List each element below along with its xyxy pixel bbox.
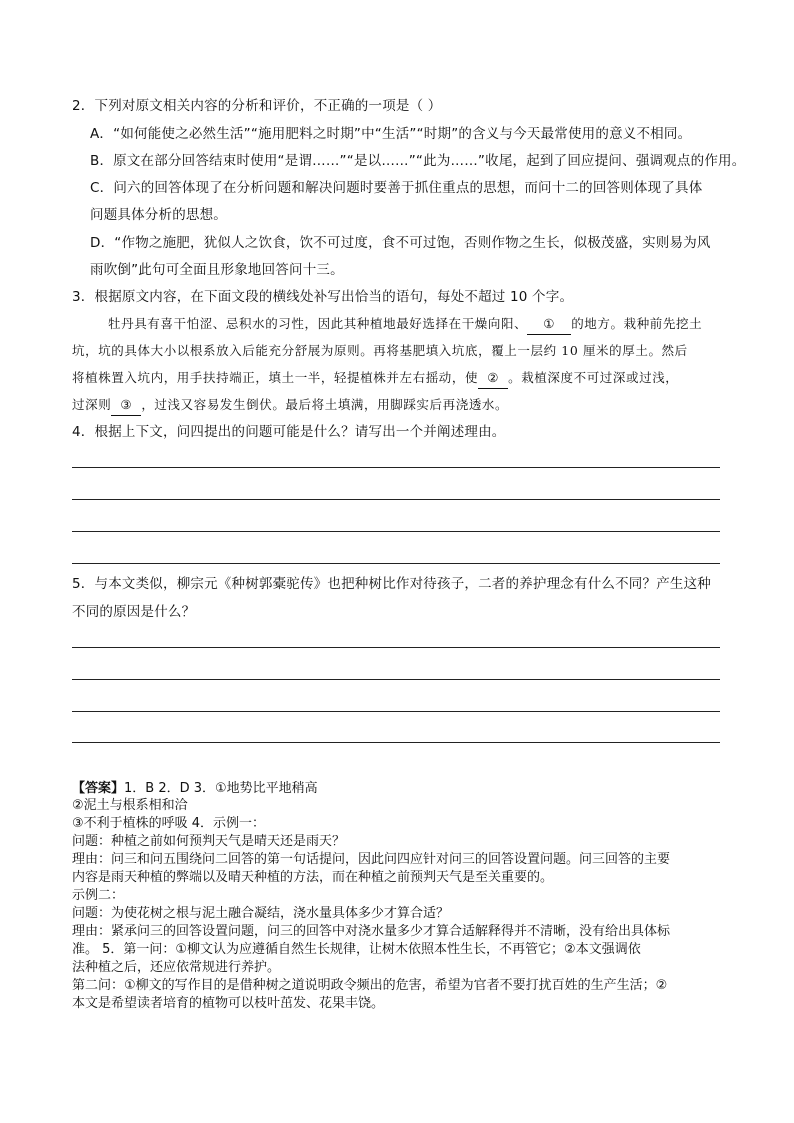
q3-blank-2: ② (478, 368, 508, 389)
q2-option-b: B．原文在部分回答结束时使用“是谓……”“是以……”“此为……”收尾，起到了回应提问、强调观点的作用。 (90, 153, 746, 169)
answer-line-7: 示例二： (72, 888, 125, 903)
q3-passage-line-3 (72, 368, 678, 389)
answer-line-1 (72, 781, 318, 797)
answer-line[interactable] (72, 563, 720, 564)
answer-line-12: 第二问：①柳文的写作目的是借种树之道说明政令频出的危害，希望为官者不要打扰百姓的生产生活；② (72, 978, 668, 993)
q3-passage-text: 牡丹具有喜干怕涩、忌积水的习性，因此其种植地最好选择在干燥向阳、 (108, 316, 528, 331)
answer-line-10: 准。 5．第一问：①柳文认为应遵循自然生长规律，让树木依照本性生长，不再管它；②本文强调依 (72, 942, 641, 957)
answer-line-9: 理由：紧承问三的回答设置问题，问三的回答中对浇水量多少才算合适解释得并不清晰，没有给出具体标 (72, 924, 671, 939)
q5-stem-cont: 不同的原因是什么？ (72, 604, 196, 620)
q3-passage-text: 的地方。栽种前先挖土 (571, 316, 703, 331)
answer-line-8: 问题：为使花树之根与泥土融合凝结，浇水量具体多少才算合适？ (72, 906, 450, 921)
answer-line-2: ②泥土与根系相和洽 (72, 798, 188, 813)
answer-text: 1．B 2．D 3．①地势比平地稍高 (124, 781, 318, 796)
q3-blank-1: ① (527, 314, 571, 335)
q4-stem: 4．根据上下文，问四提出的问题可能是什么？请写出一个并阐述理由。 (72, 424, 506, 440)
answer-line[interactable] (72, 467, 720, 468)
q3-passage-text: ，过浅又容易发生倒伏。最后将土填满，用脚踩实后再浇透水。 (141, 397, 509, 412)
answer-line[interactable] (72, 647, 720, 648)
answer-line[interactable] (72, 742, 720, 743)
answer-line[interactable] (72, 531, 720, 532)
q2-option-d: D．“作物之施肥，犹似人之饮食，饮不可过度，食不可过饱，否则作物之生长，似极茂盛，实则易为风 (90, 235, 711, 251)
answer-line-4: 问题：种植之前如何预判天气是晴天还是雨天？ (72, 834, 346, 849)
q5-stem: 5．与本文类似，柳宗元《种树郭橐驼传》也把种树比作对待孩子，二者的养护理念有什么不同？产生这种 (72, 576, 711, 592)
q3-blank-3: ③ (111, 395, 141, 416)
answer-line-5: 理由：问三和问五围绕问二回答的第一句话提问，因此问四应针对问三的回答设置问题。问三回答的主要 (72, 852, 671, 867)
q3-stem: 3．根据原文内容，在下面文段的横线处补写出恰当的语句，每处不超过 10 个字。 (72, 289, 574, 305)
q3-passage-line-2: 坑，坑的具体大小以根系放入后能充分舒展为原则。再将基肥填入坑底，覆上一层约 10 厘米的厚土。然后 (72, 343, 688, 358)
q2-stem: 2．下列对原文相关内容的分析和评价，不正确的一项是（ ） (72, 98, 442, 114)
answer-line[interactable] (72, 711, 720, 712)
q2-option-a: A．“如何能使之必然生活”“施用肥料之时期”中“生活”“时期”的含义与今天最常使用的意义不相同。 (90, 126, 692, 142)
answer-line[interactable] (72, 499, 720, 500)
q2-option-c-cont: 问题具体分析的思想。 (90, 207, 227, 223)
q2-option-c: C．问六的回答体现了在分析问题和解决问题时要善于抓住重点的思想，而问十二的回答则体现了具体 (90, 180, 703, 196)
q3-passage-text: 。栽植深度不可过深或过浅， (508, 370, 679, 385)
answer-line-11: 法种植之后，还应依常规进行养护。 (72, 960, 281, 975)
answer-line-13: 本文是希望读者培育的植物可以枝叶茁发、花果丰饶。 (72, 996, 385, 1011)
q2-option-d-cont: 雨吹倒”此句可全面且形象地回答问十三。 (90, 262, 344, 278)
q3-passage-text: 将植株置入坑内，用手扶持端正，填土一半，轻提植株并左右摇动，使 (72, 370, 479, 385)
q3-passage-line-1 (108, 314, 702, 335)
answer-label: 【答案】 (72, 781, 125, 796)
answer-line-6: 内容是雨天种植的弊端以及晴天种植的方法，而在种植之前预判天气是至关重要的。 (72, 870, 554, 885)
answer-line[interactable] (72, 679, 720, 680)
q3-passage-line-4 (72, 395, 508, 416)
q3-passage-text: 过深则 (72, 397, 112, 412)
answer-line-3: ③不利于植株的呼吸 4．示例一： (72, 816, 266, 831)
